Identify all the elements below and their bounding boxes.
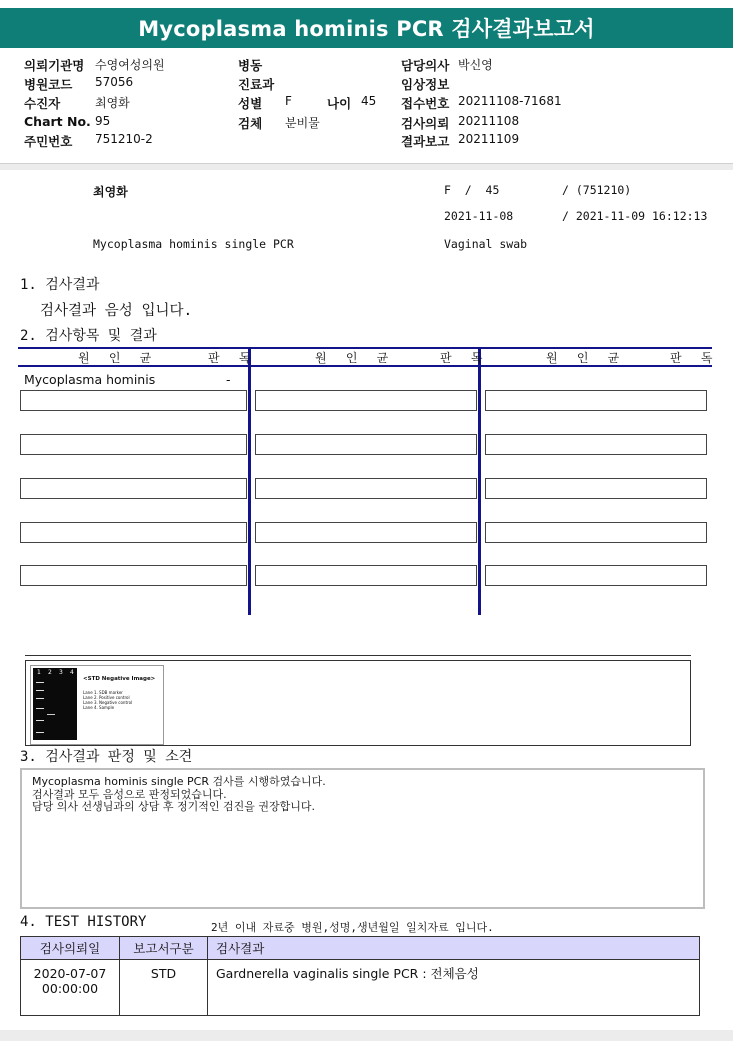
marker-band [36,698,44,699]
patient-sex-age: F / 45 [444,183,500,197]
history-col-type: 보고서구분 [120,937,208,960]
request-date-value: 20211108 [458,114,520,128]
marker-band [36,682,44,683]
results-grid [0,344,733,616]
gel-caption-line: Lane 3. Negative control [83,700,133,705]
grid-divider-2 [478,347,481,615]
history-table [20,936,700,1016]
history-header-row [21,937,700,960]
gel-caption-line: Lane 1. SDB marker [83,690,123,695]
header-info [0,48,733,166]
ward-label: 병동 [238,58,263,73]
empty-cell [20,565,247,586]
request-date-label: 검사의뢰 [401,116,450,131]
positive-band [47,714,55,715]
result-organism: Mycoplasma hominis [24,372,156,387]
comment-line: 검사결과 모두 음성으로 판정되었습니다. [32,787,227,801]
sex-label: 성별 [238,96,263,111]
gel-image-panel [25,660,691,746]
empty-cell [20,522,247,543]
col1-judgement-header: 판 독 [208,351,257,365]
clinical-info-label: 임상정보 [401,77,450,92]
dept-label: 진료과 [238,77,275,92]
history-note: 2년 이내 자료중 병원,성명,생년월일 일치자료 입니다. [211,921,494,934]
hospital-code-label: 병원코드 [24,77,73,92]
lane-label: 2 [48,669,52,676]
doctor-value: 박신영 [458,58,493,72]
marker-band [36,720,44,721]
history-col-result: 검사결과 [208,937,700,960]
hospital-name-value: 수영여성의원 [95,58,165,72]
history-row [21,960,700,1016]
marker-band [36,708,44,709]
test-name: Mycoplasma hominis single PCR [93,237,294,251]
specimen-label: 검체 [238,116,263,131]
patient-name: 최영화 [93,185,128,199]
empty-cell [20,390,247,411]
patient-birth: / (751210) [562,183,632,197]
footer-gray-band [0,1030,733,1041]
col3-organism-header: 원 인 균 [546,351,626,365]
sex-value: F [285,94,292,108]
empty-cell [20,434,247,455]
history-time: 00:00:00 [41,981,99,996]
patient-value: 최영화 [95,96,130,110]
comment-line: Mycoplasma hominis single PCR 검사를 시행하였습니다. [32,775,326,788]
section-2-title: 2. 검사항목 및 결과 [20,328,157,344]
history-col-date: 검사의뢰일 [21,937,120,960]
report-title: Mycoplasma hominis PCR 검사결과보고서 [0,8,733,48]
age-label: 나이 [327,96,352,111]
lane-label: 1 [37,669,41,676]
empty-cell [485,522,707,543]
patient-label: 수진자 [24,96,61,111]
col3-judgement-header: 판 독 [670,351,719,365]
specimen-type: Vaginal swab [444,237,528,251]
empty-cell [485,565,707,586]
reception-no-value: 20211108-71681 [458,94,562,108]
received-date: 2021-11-08 [444,209,514,223]
marker-band [36,732,44,733]
history-result: Gardnerella vaginalis single PCR : 전체음성 [208,960,700,1016]
col1-organism-header: 원 인 균 [78,351,158,365]
empty-cell [20,478,247,499]
reported-datetime: / 2021-11-09 16:12:13 [562,209,708,223]
empty-cell [485,478,707,499]
chart-no-label: Chart No. [24,114,91,129]
history-type: STD [120,960,208,1016]
lane-label: 3 [59,669,63,676]
gel-caption-title: <STD Negative Image> [83,676,156,682]
empty-cell [255,434,477,455]
history-date-cell [21,960,120,1016]
chart-no-value: 95 [95,114,111,128]
result-summary: 검사결과 음성 입니다. [40,303,193,319]
empty-cell [255,522,477,543]
grid-divider-1 [248,347,251,615]
age-value: 45 [361,94,377,108]
header-gray-band [0,164,733,170]
section-3-title: 3. 검사결과 판정 및 소견 [20,749,193,765]
section-4-title: 4. TEST HISTORY [20,914,147,930]
reception-no-label: 접수번호 [401,96,450,111]
empty-cell [485,390,707,411]
gel-top-rule [25,655,691,656]
empty-cell [485,434,707,455]
gel-caption-line: Lane 4. Sample [83,705,115,710]
empty-cell [255,565,477,586]
hospital-code-value: 57056 [95,75,134,89]
gel-caption-line: Lane 2. Positive control [83,695,130,700]
report-date-value: 20211109 [458,132,520,146]
doctor-label: 담당의사 [401,58,450,73]
resident-no-value: 751210-2 [95,132,153,146]
empty-cell [255,478,477,499]
resident-no-label: 주민번호 [24,134,73,149]
col2-organism-header: 원 인 균 [315,351,395,365]
col2-judgement-header: 판 독 [440,351,489,365]
marker-band [36,690,44,691]
result-judgement: - [226,372,231,387]
comment-box [20,768,705,909]
comment-line: 담당 의사 선생님과의 상담 후 정기적인 검진을 권장합니다. [32,800,315,813]
report-date-label: 결과보고 [401,134,450,149]
gel-thumbnail [30,665,164,745]
specimen-value: 분비물 [285,116,320,130]
empty-cell [255,390,477,411]
history-date: 2020-07-07 [33,966,107,981]
section-1-title: 1. 검사결과 [20,277,100,293]
lane-label: 4 [70,669,74,676]
gel-image [33,668,77,740]
hospital-name-label: 의뢰기관명 [24,58,85,73]
